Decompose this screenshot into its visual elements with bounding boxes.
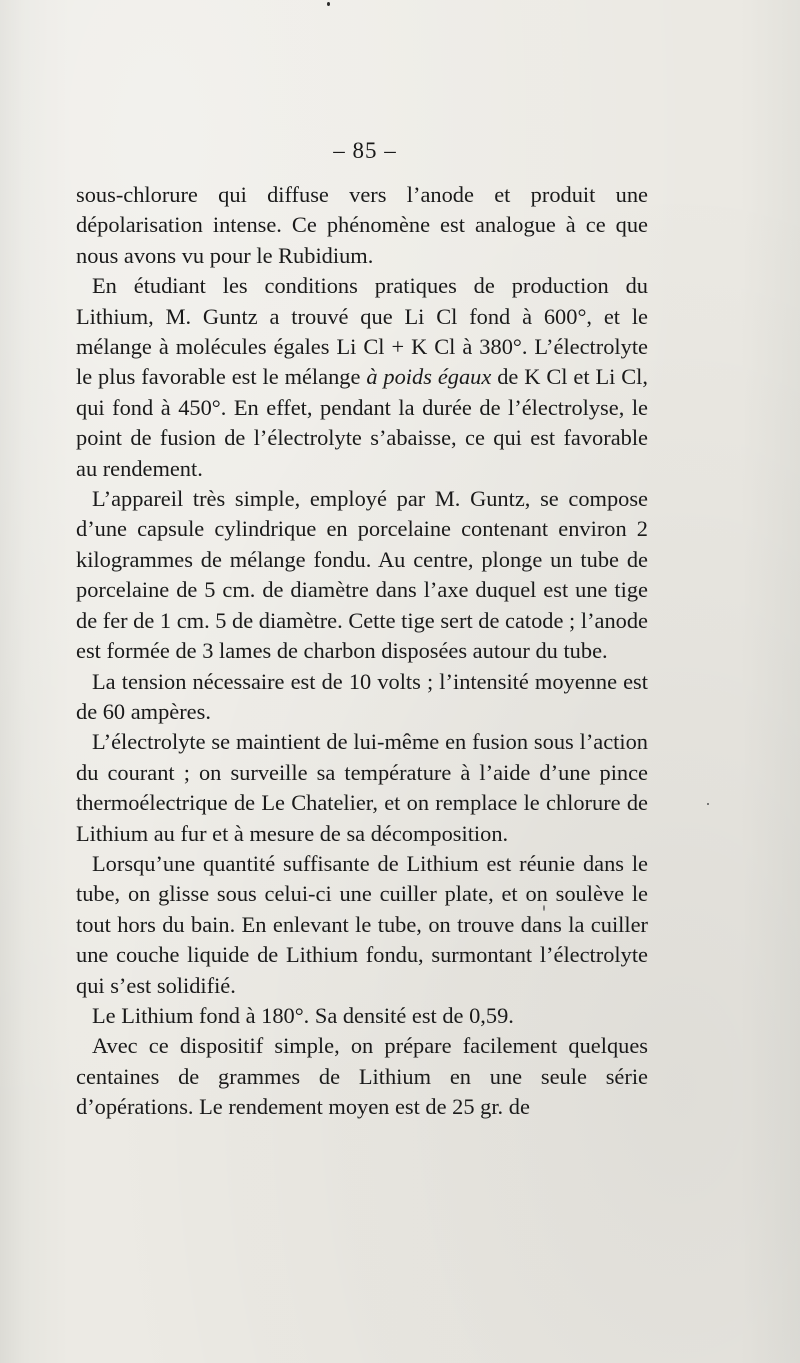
paragraph-2 [76, 271, 648, 484]
paragraph-text: de K Cl et Li Cl, qui fond à 450°. En effet, pendant la durée de l’électrolyse, le point de fusion de l’électrolyte s’abaisse, ce qui est favorable au rendement. [76, 364, 649, 481]
paragraph-6 [76, 849, 648, 1001]
paragraph-text: En étudiant les conditions pratiques de production du Lithium, M. Guntz a trouvé que Li Cl fond à 600°, et le mélange à molécules égales Li Cl + K Cl à 380°. L’électrolyte le plus favorable est le mélange [76, 273, 648, 390]
paragraph-text: Le Lithium fond à 180°. Sa densité est de 0,59. [92, 1002, 514, 1028]
paragraph-4 [76, 667, 648, 728]
page-number: – 85 – [333, 138, 397, 163]
italic-phrase: à poids égaux [366, 364, 492, 390]
paragraph-text: L’appareil très simple, employé par M. Guntz, se compose d’une capsule cylindrique en porcelaine contenant environ 2 kilogrammes de mélange fondu. Au centre, plonge un tube de porcelaine de 5 cm. de diamètre dans l’axe duquel est une tige de fer de 1 cm. 5 de diamètre. Cette tige sert de catode ; l’anode est formée de 3 lames de charbon disposées autour du tube. [76, 486, 648, 664]
paragraph-text: La tension nécessaire est de 10 volts ; l’intensité moyenne est de 60 ampères. [76, 668, 648, 724]
paragraph-3 [76, 484, 648, 666]
paragraph-text: sous-chlorure qui diffuse vers l’anode et produit une dépolarisation intense. Ce phénomène est analogue à ce que nous avons vu pour le Rubidium. [76, 182, 648, 268]
paragraph-5 [76, 727, 648, 849]
paragraph-1 [76, 180, 648, 271]
paragraph-text: Avec ce dispositif simple, on prépare facilement quelques centaines de grammes de Lithium en une seule série d’opérations. Le rendement moyen est de 25 gr. de [76, 1033, 648, 1120]
scan-speck [327, 2, 330, 6]
scan-speck [707, 803, 709, 805]
paragraph-text: L’électrolyte se maintient de lui-même en fusion sous l’action du courant ; on surveille sa température à l’aide d’une pince thermoélectrique de Le Chatelier, et on remplace le chlorure de Lithium au fur et à mesure de sa décomposition. [76, 729, 648, 846]
paragraph-8 [76, 1031, 648, 1122]
paragraph-text: Lorsqu’une quantité suffisante de Lithium est réunie dans le tube, on glisse sous celui-ci une cuiller plate, et on soulève le tout hors du bain. En enlevant le tube, on trouve dans la cuiller une couche liquide de Lithium fondu, surmontant l’électrolyte qui s’est solidifié. [76, 850, 648, 998]
paragraph-7 [76, 1001, 648, 1031]
body-text [76, 180, 648, 1123]
